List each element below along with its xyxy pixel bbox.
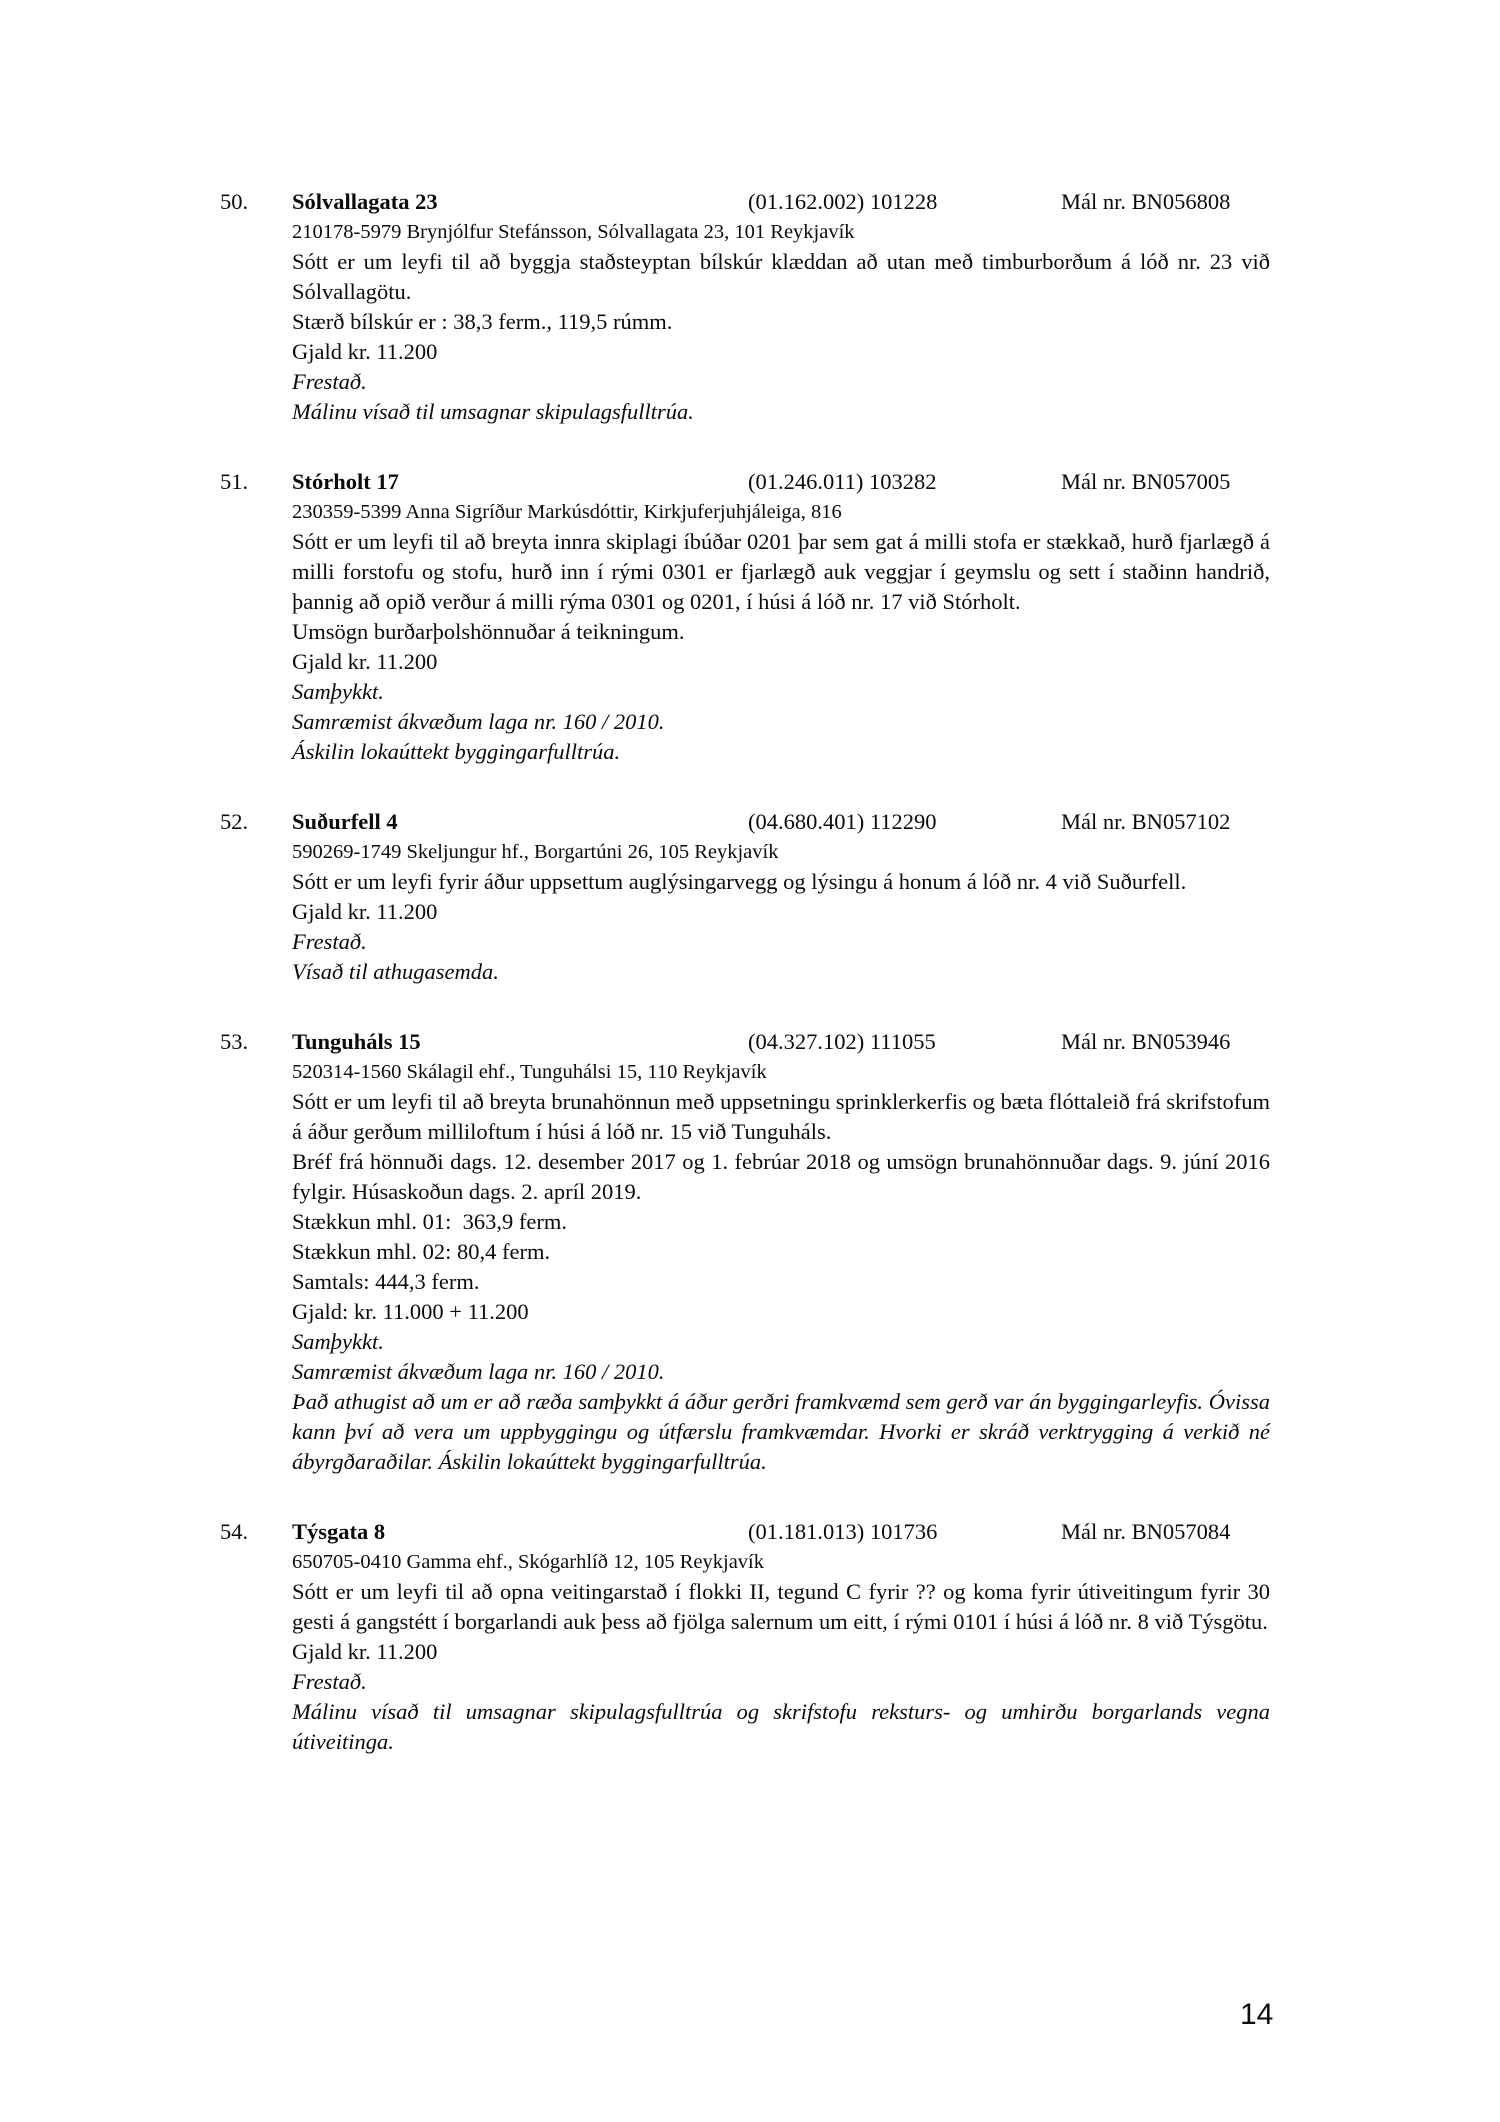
permit-item [220,467,1276,767]
item-decisions [292,927,1270,987]
item-paragraph: Gjald kr. 11.200 [292,899,438,924]
item-paragraphs [292,527,1276,677]
permit-item [220,1517,1276,1757]
item-reference: (04.680.401) 112290 [748,809,937,834]
permit-item-header [220,1517,1270,1547]
permit-list [220,187,1276,1797]
item-address: Suðurfell 4 [292,809,398,834]
item-paragraph: Stækkun mhl. 02: 80,4 ferm. [292,1239,551,1264]
item-decision: Frestað. [292,929,367,954]
page-number: 14 [1240,1998,1274,2031]
permit-item [220,807,1270,987]
item-reference: (04.327.102) 111055 [748,1029,936,1054]
item-body [292,497,1276,767]
item-paragraph: Gjald: kr. 11.000 + 11.200 [292,1299,529,1324]
item-address: Sólvallagata 23 [292,189,438,214]
item-decision: Samþykkt. [292,679,384,704]
item-paragraph: Bréf frá hönnuði dags. 12. desember 2017 og 1. febrúar 2018 og umsögn brunahönnuðar dags. 9. júní 2016 fylgir. Húsaskoðun dags. 2. apríl 2019. [292,1149,1276,1204]
item-paragraph: Sótt er um leyfi til að byggja staðsteyptan bílskúr klæddan að utan með timburborðum á lóð nr. 23 við Sólvallagötu. [292,249,1276,304]
item-reference: (01.181.013) 101736 [748,1519,938,1544]
item-reference: (01.246.011) 103282 [748,469,937,494]
item-paragraph: Umsögn burðarþolshönnuðar á teikningum. [292,619,685,644]
item-owner: 650705-0410 Gamma ehf., Skógarhlíð 12, 105 Reykjavík [292,1551,765,1573]
item-paragraph: Stærð bílskúr er : 38,3 ferm., 119,5 rúmm. [292,309,673,334]
item-body [292,217,1276,427]
item-decision: Áskilin lokaúttekt byggingarfulltrúa. [292,739,621,764]
item-case-number: Mál nr. BN053946 [1061,1029,1231,1054]
item-paragraphs [292,247,1276,367]
item-paragraph: Sótt er um leyfi fyrir áður uppsettum auglýsingarvegg og lýsingu á honum á lóð nr. 4 við Suðurfell. [292,869,1187,894]
item-paragraph: Stækkun mhl. 01: 363,9 ferm. [292,1209,567,1234]
item-decision: Málinu vísað til umsagnar skipulagsfulltrúa og skrifstofu reksturs- og umhirðu borgarlands vegna útiveitinga. [292,1699,1276,1754]
permit-item [220,1027,1276,1477]
item-number: 52. [220,809,249,834]
item-decision: Samræmist ákvæðum laga nr. 160 / 2010. [292,709,665,734]
item-decision: Frestað. [292,369,367,394]
permit-item-header [220,807,1270,837]
item-paragraphs [292,1577,1276,1667]
item-decision: Málinu vísað til umsagnar skipulagsfulltrúa. [292,399,694,424]
item-decision: Frestað. [292,1669,367,1694]
item-decisions [292,1327,1276,1477]
item-decisions [292,1667,1276,1757]
permit-item-header [220,187,1270,217]
item-body [292,1547,1276,1757]
permit-item-header [220,1027,1270,1057]
item-owner: 210178-5979 Brynjólfur Stefánsson, Sólvallagata 23, 101 Reykjavík [292,221,855,243]
item-decisions [292,367,1270,427]
item-paragraph: Sótt er um leyfi til að opna veitingarstað í flokki II, tegund C fyrir ?? og koma fyrir útiveitingum fyrir 30 gesti á gangstétt í borgarlandi auk þess að fjölga salernum um eitt, í rými 0101 í húsi á lóð nr. 8 við Týsgötu. [292,1579,1276,1634]
item-case-number: Mál nr. BN057084 [1061,1519,1231,1544]
item-decision: Vísað til athugasemda. [292,959,499,984]
item-owner: 520314-1560 Skálagil ehf., Tunguhálsi 15, 110 Reykjavík [292,1061,767,1083]
item-decisions [292,677,1270,767]
item-paragraph: Samtals: 444,3 ferm. [292,1269,480,1294]
item-owner: 230359-5399 Anna Sigríður Markúsdóttir, Kirkjuferjuhjáleiga, 816 [292,501,842,523]
item-paragraphs [292,867,1270,927]
item-case-number: Mál nr. BN057102 [1061,809,1231,834]
item-decision: Það athugist að um er að ræða samþykkt á áður gerðri framkvæmd sem gerð var án byggingarleyfis. Óvissa kann því að vera um uppbyggingu og útfærslu framkvæmdar. Hvorki er skráð verktrygging á verkið né ábyrgðaraðilar. Áskilin lokaúttekt byggingarfulltrúa. [292,1389,1276,1474]
item-case-number: Mál nr. BN056808 [1061,189,1231,214]
item-paragraph: Gjald kr. 11.200 [292,1639,438,1664]
item-number: 51. [220,469,249,494]
item-owner: 590269-1749 Skeljungur hf., Borgartúni 26, 105 Reykjavík [292,841,779,863]
item-decision: Samræmist ákvæðum laga nr. 160 / 2010. [292,1359,665,1384]
item-address: Tunguháls 15 [292,1029,421,1054]
item-paragraph: Sótt er um leyfi til að breyta brunahönnun með uppsetningu sprinklerkerfis og bæta flóttaleið frá skrifstofum á áður gerðum milliloftum í húsi á lóð nr. 15 við Tunguháls. [292,1089,1276,1144]
item-paragraph: Gjald kr. 11.200 [292,339,438,364]
item-address: Stórholt 17 [292,469,399,494]
item-paragraph: Gjald kr. 11.200 [292,649,438,674]
item-body [292,1057,1276,1477]
item-address: Týsgata 8 [292,1519,386,1544]
item-number: 53. [220,1029,249,1054]
permit-item [220,187,1276,427]
item-body [292,837,1270,987]
permit-item-header [220,467,1270,497]
item-decision: Samþykkt. [292,1329,384,1354]
item-number: 50. [220,189,249,214]
item-number: 54. [220,1519,249,1544]
item-reference: (01.162.002) 101228 [748,189,938,214]
item-case-number: Mál nr. BN057005 [1061,469,1231,494]
item-paragraphs [292,1087,1276,1327]
item-paragraph: Sótt er um leyfi til að breyta innra skiplagi íbúðar 0201 þar sem gat á milli stofa er stækkað, hurð fjarlægð á milli forstofu og stofu, hurð inn í rými 0301 er fjarlægð auk veggjar í geymslu og sett í staðinn handrið, þannig að opið verður á milli rýma 0301 og 0201, í húsi á lóð nr. 17 við Stórholt. [292,529,1276,614]
